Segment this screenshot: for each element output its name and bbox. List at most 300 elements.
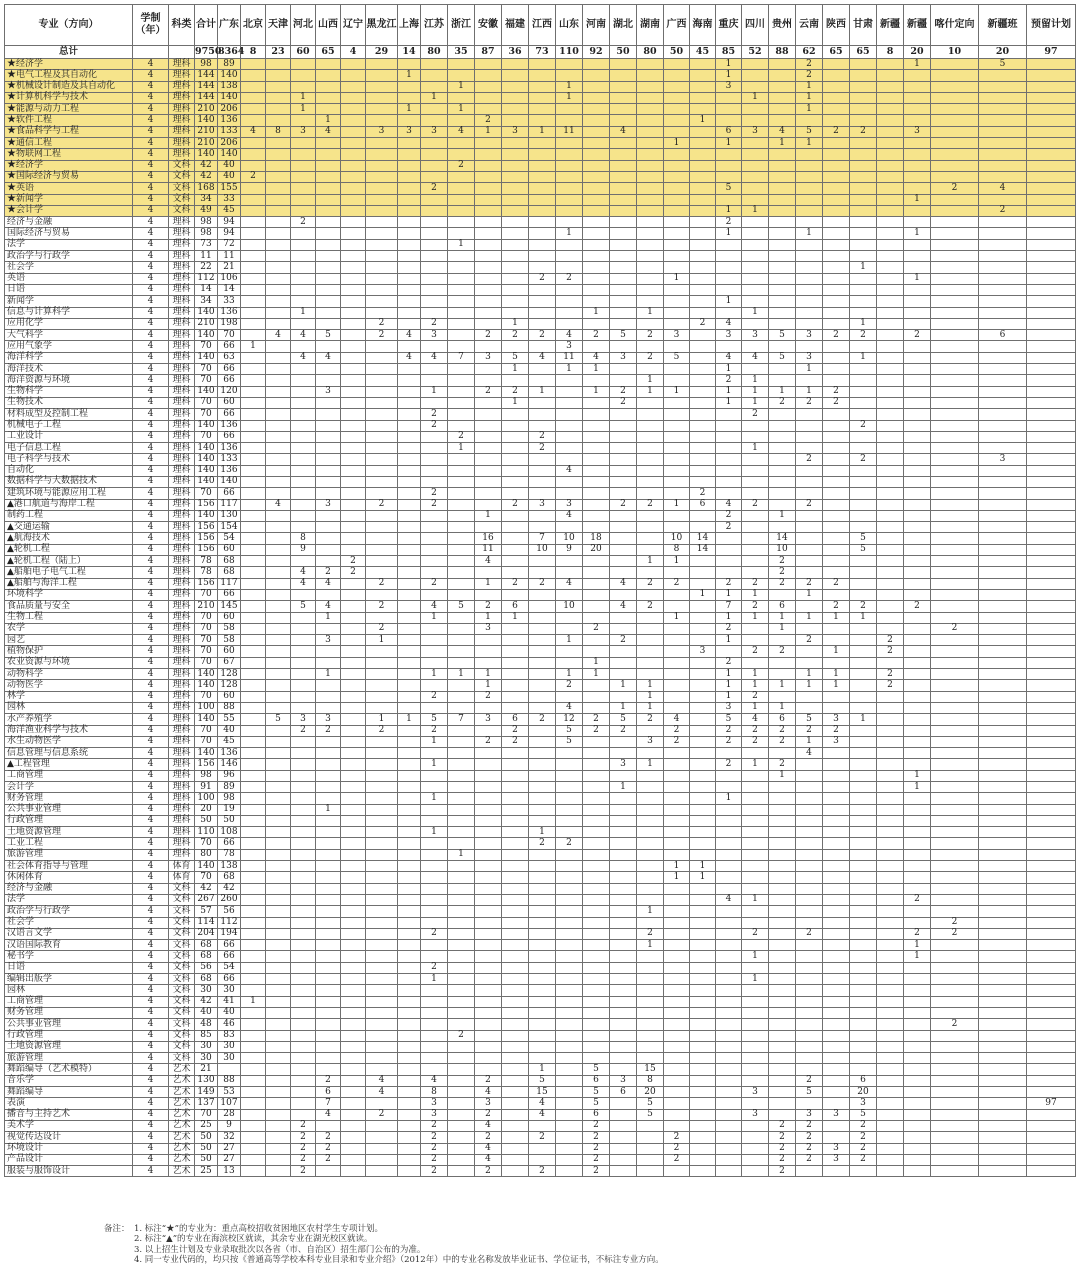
table-cell (904, 251, 931, 262)
table-cell (637, 81, 664, 92)
table-cell (241, 510, 266, 521)
table-cell: 3 (716, 702, 742, 713)
table-cell (291, 409, 316, 420)
table-cell: 70 (195, 431, 218, 442)
table-cell (266, 171, 291, 182)
table-cell (690, 1053, 716, 1064)
table-cell: 2 (529, 443, 556, 454)
table-cell (716, 341, 742, 352)
table-cell (742, 115, 769, 126)
table-cell: 4 (133, 669, 169, 680)
table-cell (266, 1166, 291, 1177)
table-cell (979, 601, 1027, 612)
table-cell (904, 465, 931, 476)
major-name-cell: ★电气工程及其自动化 (5, 70, 133, 81)
table-cell (583, 556, 610, 567)
table-cell (502, 556, 529, 567)
table-cell: 理科 (169, 838, 195, 849)
table-cell: 140 (218, 149, 241, 160)
table-cell (979, 1007, 1027, 1018)
table-cell (979, 510, 1027, 521)
table-row (5, 443, 1076, 454)
table-cell (529, 397, 556, 408)
table-cell (931, 386, 979, 397)
table-cell: 4 (133, 996, 169, 1007)
table-cell (877, 883, 904, 894)
table-cell (556, 556, 583, 567)
table-cell (850, 296, 877, 307)
table-cell (398, 284, 421, 295)
table-cell (529, 635, 556, 646)
table-cell: 4 (133, 499, 169, 510)
table-cell: 4 (133, 194, 169, 205)
table-cell (366, 702, 398, 713)
table-cell (475, 996, 502, 1007)
table-cell (502, 623, 529, 634)
table-cell (291, 782, 316, 793)
table-cell: 112 (195, 273, 218, 284)
table-cell (931, 556, 979, 567)
table-cell (448, 951, 475, 962)
table-cell (931, 352, 979, 363)
table-cell (1027, 578, 1076, 589)
table-cell: 2 (769, 578, 796, 589)
table-cell: 2 (796, 1120, 823, 1131)
table-cell (716, 1132, 742, 1143)
table-row (5, 601, 1076, 612)
table-cell (366, 759, 398, 770)
table-cell (1027, 646, 1076, 657)
major-name-cell: 会计学 (5, 782, 133, 793)
table-cell (877, 115, 904, 126)
table-cell (448, 1143, 475, 1154)
table-cell: 2 (421, 578, 448, 589)
table-cell (398, 736, 421, 747)
table-cell (502, 838, 529, 849)
table-cell: 2 (291, 725, 316, 736)
table-cell (904, 838, 931, 849)
table-cell: 91 (195, 782, 218, 793)
table-cell (398, 849, 421, 860)
table-cell (823, 635, 850, 646)
table-cell: 1 (742, 375, 769, 386)
table-cell: 1 (716, 691, 742, 702)
table-cell (610, 657, 637, 668)
table-row (5, 273, 1076, 284)
table-cell (341, 499, 366, 510)
table-cell (904, 81, 931, 92)
table-cell: 1 (291, 104, 316, 115)
table-cell (398, 782, 421, 793)
table-row (5, 431, 1076, 442)
table-cell (366, 397, 398, 408)
table-cell (904, 1143, 931, 1154)
table-cell (475, 488, 502, 499)
table-cell (583, 928, 610, 939)
table-cell (448, 1120, 475, 1131)
table-row (5, 104, 1076, 115)
major-name-cell: ★物联网工程 (5, 149, 133, 160)
table-cell (610, 917, 637, 928)
table-cell (877, 70, 904, 81)
table-cell (366, 510, 398, 521)
table-cell (366, 962, 398, 973)
table-cell (529, 883, 556, 894)
table-cell: 155 (218, 183, 241, 194)
table-cell (398, 646, 421, 657)
table-cell: 4 (529, 1109, 556, 1120)
table-cell (583, 296, 610, 307)
table-cell (291, 476, 316, 487)
table-cell (769, 782, 796, 793)
table-cell (823, 1007, 850, 1018)
table-cell (637, 488, 664, 499)
table-cell: 理科 (169, 273, 195, 284)
table-cell (823, 92, 850, 103)
table-cell (850, 228, 877, 239)
table-cell (769, 409, 796, 420)
table-cell (690, 974, 716, 985)
table-cell (341, 770, 366, 781)
table-cell (529, 160, 556, 171)
table-cell (502, 782, 529, 793)
table-cell (266, 205, 291, 216)
table-cell (475, 985, 502, 996)
table-cell: 1 (769, 770, 796, 781)
table-cell (366, 262, 398, 273)
table-cell: 1 (637, 759, 664, 770)
table-cell (266, 1053, 291, 1064)
table-cell (637, 872, 664, 883)
table-cell (769, 262, 796, 273)
table-cell (742, 81, 769, 92)
table-cell (637, 364, 664, 375)
table-cell (341, 1109, 366, 1120)
major-name-cell: 大气科学 (5, 330, 133, 341)
table-cell: 60 (218, 691, 241, 702)
table-cell: 4 (133, 409, 169, 420)
table-cell (502, 894, 529, 905)
table-cell (266, 1098, 291, 1109)
table-cell: 艺术 (169, 1109, 195, 1120)
table-cell (823, 59, 850, 70)
table-cell: 5 (716, 714, 742, 725)
table-cell: 理科 (169, 589, 195, 600)
table-cell (502, 567, 529, 578)
table-cell (823, 194, 850, 205)
table-cell (823, 951, 850, 962)
table-cell (241, 804, 266, 815)
table-cell (529, 104, 556, 115)
table-cell: 4 (133, 680, 169, 691)
table-cell (931, 578, 979, 589)
table-cell (690, 951, 716, 962)
table-cell (1027, 92, 1076, 103)
table-cell: 1 (716, 386, 742, 397)
table-cell (291, 1075, 316, 1086)
table-cell (529, 793, 556, 804)
table-cell: 16 (475, 533, 502, 544)
table-cell (904, 386, 931, 397)
table-cell (637, 409, 664, 420)
table-cell: 11 (475, 544, 502, 555)
table-cell (448, 578, 475, 589)
table-cell: 1 (637, 386, 664, 397)
table-cell (931, 1041, 979, 1052)
table-cell (690, 1132, 716, 1143)
table-cell (1027, 838, 1076, 849)
column-header: 学制（年） (133, 5, 169, 46)
table-cell (421, 341, 448, 352)
table-cell (556, 397, 583, 408)
table-cell (796, 1007, 823, 1018)
table-cell (664, 951, 690, 962)
table-cell (904, 375, 931, 386)
table-cell (421, 748, 448, 759)
table-cell (931, 793, 979, 804)
note-item: 2. 标注“▲”的专业在海滨校区就读，其余专业在湖光校区就读。 (134, 1234, 373, 1245)
table-cell (742, 1132, 769, 1143)
table-cell (1027, 115, 1076, 126)
table-cell (1027, 985, 1076, 996)
table-cell (583, 217, 610, 228)
table-cell (610, 104, 637, 115)
table-cell (742, 1154, 769, 1165)
table-cell (664, 1053, 690, 1064)
table-cell (1027, 804, 1076, 815)
table-cell (664, 849, 690, 860)
table-cell: 1 (556, 364, 583, 375)
table-cell: 5 (850, 1109, 877, 1120)
table-cell: 1 (475, 126, 502, 137)
table-cell: 2 (366, 623, 398, 634)
table-cell: 194 (218, 928, 241, 939)
table-cell (529, 1019, 556, 1030)
table-cell (421, 1053, 448, 1064)
table-cell (931, 894, 979, 905)
table-cell (979, 906, 1027, 917)
table-cell: 理科 (169, 759, 195, 770)
table-cell: 4 (133, 838, 169, 849)
table-cell (241, 465, 266, 476)
table-cell (690, 171, 716, 182)
major-name-cell: 信息管理与信息系统 (5, 748, 133, 759)
table-cell: 2 (316, 567, 341, 578)
table-cell: 140 (218, 476, 241, 487)
column-header: 新疆 (877, 5, 904, 46)
table-cell (716, 861, 742, 872)
table-cell (904, 533, 931, 544)
table-cell (421, 465, 448, 476)
table-cell (716, 940, 742, 951)
table-cell (341, 364, 366, 375)
table-cell (690, 736, 716, 747)
table-cell (529, 691, 556, 702)
table-cell (823, 782, 850, 793)
table-cell (877, 341, 904, 352)
table-cell (664, 1075, 690, 1086)
table-cell (241, 578, 266, 589)
table-cell (475, 217, 502, 228)
table-cell (448, 194, 475, 205)
table-cell: 6 (769, 601, 796, 612)
table-cell: 41 (218, 996, 241, 1007)
table-cell: 2 (742, 409, 769, 420)
table-cell (637, 443, 664, 454)
table-cell: 5 (556, 736, 583, 747)
table-cell (398, 827, 421, 838)
table-cell (877, 928, 904, 939)
table-cell (366, 928, 398, 939)
table-cell (979, 612, 1027, 623)
table-cell (502, 251, 529, 262)
table-cell (266, 725, 291, 736)
table-cell (904, 397, 931, 408)
table-cell: 4 (796, 748, 823, 759)
table-cell (291, 160, 316, 171)
table-cell (502, 1053, 529, 1064)
table-cell: 4 (133, 420, 169, 431)
table-cell (850, 838, 877, 849)
table-cell (556, 1064, 583, 1075)
table-cell (610, 612, 637, 623)
table-cell: 4 (556, 465, 583, 476)
table-cell: 4 (133, 623, 169, 634)
table-cell (398, 262, 421, 273)
table-cell (241, 759, 266, 770)
table-cell (448, 397, 475, 408)
table-cell (637, 1166, 664, 1177)
table-cell (266, 589, 291, 600)
table-cell: 1 (716, 669, 742, 680)
table-cell: 1 (421, 386, 448, 397)
table-cell: 4 (421, 352, 448, 363)
table-cell (904, 793, 931, 804)
major-name-cell: 植物保护 (5, 646, 133, 657)
table-cell (583, 341, 610, 352)
table-cell (475, 296, 502, 307)
table-cell (979, 431, 1027, 442)
table-cell (610, 567, 637, 578)
table-cell (241, 375, 266, 386)
table-cell (931, 906, 979, 917)
total-cell: 80 (637, 46, 664, 59)
table-cell (421, 985, 448, 996)
table-cell (769, 284, 796, 295)
table-cell (366, 894, 398, 905)
table-cell (931, 1087, 979, 1098)
table-cell (448, 635, 475, 646)
table-cell (979, 1166, 1027, 1177)
table-cell (583, 239, 610, 250)
table-cell: 1 (690, 872, 716, 883)
table-cell (904, 352, 931, 363)
table-cell (583, 465, 610, 476)
table-row (5, 476, 1076, 487)
major-name-cell: 日语 (5, 284, 133, 295)
table-cell (502, 861, 529, 872)
table-cell: 1 (664, 872, 690, 883)
table-cell (448, 217, 475, 228)
table-cell (931, 476, 979, 487)
table-cell: 10 (769, 544, 796, 555)
table-row (5, 251, 1076, 262)
table-cell (316, 556, 341, 567)
table-cell (266, 160, 291, 171)
table-cell: 149 (195, 1087, 218, 1098)
table-cell (448, 872, 475, 883)
table-cell (241, 1143, 266, 1154)
table-cell (341, 296, 366, 307)
table-cell (769, 872, 796, 883)
table-cell (241, 770, 266, 781)
table-cell (583, 782, 610, 793)
table-cell (979, 883, 1027, 894)
table-cell (850, 138, 877, 149)
table-cell (502, 510, 529, 521)
table-cell (877, 567, 904, 578)
table-cell (529, 251, 556, 262)
table-cell: 4 (529, 1098, 556, 1109)
table-row (5, 115, 1076, 126)
table-cell: 12 (556, 714, 583, 725)
table-cell (796, 838, 823, 849)
table-cell (529, 138, 556, 149)
table-cell (1027, 1120, 1076, 1131)
table-cell (931, 499, 979, 510)
table-cell (1027, 296, 1076, 307)
table-cell (556, 1120, 583, 1131)
major-name-cell: ★经济学 (5, 59, 133, 70)
table-cell (823, 81, 850, 92)
table-cell (742, 273, 769, 284)
table-cell: 14 (195, 284, 218, 295)
table-cell (769, 861, 796, 872)
table-cell (637, 657, 664, 668)
table-cell (904, 714, 931, 725)
table-cell: 4 (133, 1109, 169, 1120)
table-cell (583, 104, 610, 115)
table-cell: 理科 (169, 702, 195, 713)
table-cell: 1 (291, 92, 316, 103)
table-cell (341, 996, 366, 1007)
table-cell: 5 (769, 352, 796, 363)
table-cell: 文科 (169, 1053, 195, 1064)
table-cell (583, 510, 610, 521)
table-cell (291, 1019, 316, 1030)
table-cell (823, 759, 850, 770)
table-cell: 1 (742, 974, 769, 985)
table-cell (291, 962, 316, 973)
table-cell (266, 894, 291, 905)
table-cell (610, 1109, 637, 1120)
table-cell (610, 1143, 637, 1154)
table-cell (664, 1166, 690, 1177)
table-cell (904, 160, 931, 171)
table-cell (398, 1007, 421, 1018)
table-cell (421, 307, 448, 318)
table-cell: 2 (475, 1166, 502, 1177)
table-cell (931, 748, 979, 759)
table-cell (316, 284, 341, 295)
major-name-cell: 日语 (5, 962, 133, 973)
table-cell (398, 138, 421, 149)
table-cell (796, 702, 823, 713)
table-cell (502, 465, 529, 476)
table-cell: 3 (637, 736, 664, 747)
table-cell (341, 1041, 366, 1052)
table-cell (529, 985, 556, 996)
